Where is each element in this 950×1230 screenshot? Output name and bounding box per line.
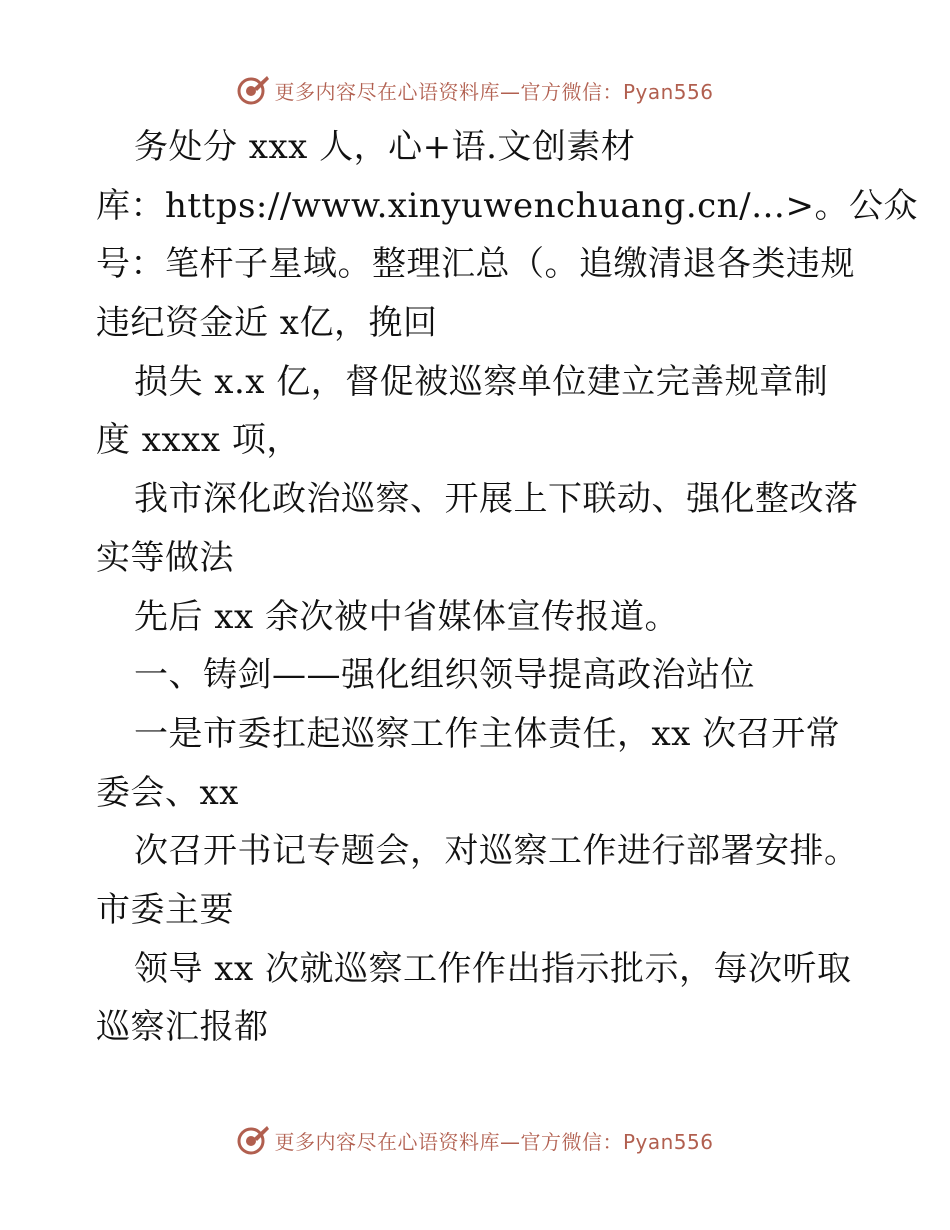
body-line: 实等做法 xyxy=(96,537,234,578)
pen-nib-circle-icon xyxy=(236,73,270,107)
header-banner xyxy=(0,70,950,110)
body-line: 号：笔杆子星域。整理汇总（。追缴清退各类违规 xyxy=(96,244,855,285)
pen-nib-circle-icon xyxy=(236,1123,270,1157)
body-line: 次召开书记专题会，对巡察工作进行部署安排。 xyxy=(134,831,859,872)
body-line: 库：https://www.xinyuwenchuang.cn/…>。公众 xyxy=(96,185,919,226)
body-line: 违纪资金近 x亿，挽回 xyxy=(96,303,438,344)
footer-banner-text: 更多内容尽在心语资料库—官方微信：Pyan556 xyxy=(274,1129,714,1154)
header-banner-text: 更多内容尽在心语资料库—官方微信：Pyan556 xyxy=(274,79,714,104)
body-line: 一是市委扛起巡察工作主体责任，xx 次召开常 xyxy=(134,713,841,754)
section-heading: 一、铸剑——强化组织领导提高政治站位 xyxy=(134,655,755,696)
body-line: 领导 xx 次就巡察工作作出指示批示，每次听取 xyxy=(134,948,852,989)
footer-banner xyxy=(0,1120,950,1160)
body-line: 市委主要 xyxy=(96,889,234,930)
body-line: 巡察汇报都 xyxy=(96,1007,269,1048)
body-line: 损失 x.x 亿，督促被巡察单位建立完善规章制 xyxy=(134,361,829,402)
body-line: 先后 xx 余次被中省媒体宣传报道。 xyxy=(134,596,679,637)
body-line: 我市深化政治巡察、开展上下联动、强化整改落 xyxy=(134,479,859,520)
body-line: 务处分 xxx 人，心+语.文创素材 xyxy=(134,127,636,167)
document-body xyxy=(96,118,919,1057)
body-line: 委会、xx xyxy=(96,772,239,813)
body-line: 度 xxxx 项， xyxy=(96,420,301,461)
